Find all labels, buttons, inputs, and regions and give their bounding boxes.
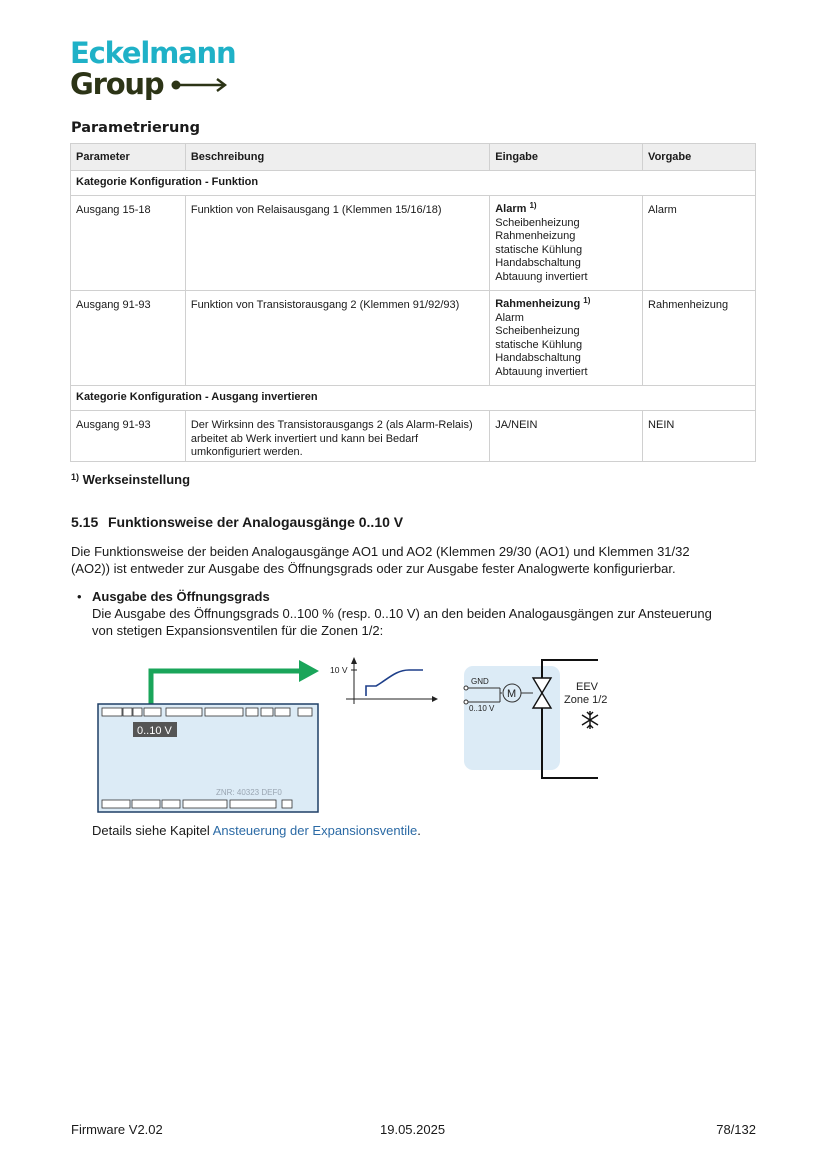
cell-default: Rahmenheizung — [643, 291, 756, 386]
input-default-value: Alarm — [495, 203, 527, 215]
details-note — [92, 822, 421, 839]
controller-id: ZNR: 40323 DEF0 — [216, 788, 282, 797]
cell-default: NEIN — [643, 411, 756, 462]
graph-voltage-label: 10 V — [330, 665, 348, 675]
snowflake-icon — [582, 711, 598, 729]
details-suffix: . — [417, 823, 421, 838]
cell-default: Alarm — [643, 196, 756, 291]
analog-output-diagram — [96, 654, 616, 816]
signal-arrow — [151, 671, 301, 706]
footer-page-number: 78/132 — [716, 1122, 756, 1137]
cell-parameter: Ausgang 91-93 — [71, 291, 186, 386]
category-row — [71, 171, 756, 196]
cell-description — [185, 411, 489, 462]
header-parameter: Parameter — [71, 144, 186, 171]
input-option: Abtauung invertiert — [495, 365, 588, 378]
input-option: Handabschaltung — [495, 352, 581, 364]
signal-arrowhead — [299, 660, 319, 682]
expansion-valve-chapter-link[interactable]: Ansteuerung der Expansionsventile — [212, 823, 418, 838]
section-heading — [71, 514, 403, 530]
gnd-label: GND — [471, 677, 489, 686]
company-logo — [70, 38, 240, 102]
footnote-text: Werkseinstellung — [82, 472, 191, 487]
footer-firmware: Firmware V2.02 — [71, 1122, 163, 1137]
heading-text: Funktionsweise der Analogausgänge 0..10 V — [108, 514, 404, 530]
section-title: Parametrierung — [71, 120, 200, 136]
table-header-row — [71, 144, 756, 171]
footnote-mark: 1) — [583, 296, 591, 305]
motor-label: M — [507, 688, 517, 700]
input-option: Handabschaltung — [495, 257, 581, 269]
eev-label: EEV — [576, 681, 599, 693]
parameter-table — [70, 143, 756, 462]
table-row — [71, 411, 756, 462]
cell-input — [490, 196, 643, 291]
heading-number: 5.15 — [71, 514, 99, 530]
paragraph-line: Die Funktionsweise der beiden Analogausgänge AO1 und AO2 (Klemmen 29/30 (AO1) und Klemmen 31/32 — [71, 544, 690, 559]
details-prefix: Details siehe Kapitel — [92, 823, 213, 838]
intro-paragraph — [71, 543, 761, 577]
category-row — [71, 386, 756, 411]
cell-description: Funktion von Transistorausgang 2 (Klemmen 91/92/93) — [185, 291, 489, 386]
input-option: Scheibenheizung — [495, 216, 580, 229]
description-line: arbeitet ab Werk invertiert und kann bei Bedarf — [190, 432, 419, 445]
input-default-value: Rahmenheizung — [495, 298, 581, 310]
cell-input — [490, 291, 643, 386]
footer-date: 19.05.2025 — [380, 1122, 446, 1137]
header-input: Eingabe — [490, 144, 643, 171]
bullet-text — [92, 605, 764, 639]
footnote-mark: 1) — [529, 201, 537, 210]
input-option: statische Kühlung — [495, 338, 583, 351]
header-description: Beschreibung — [185, 144, 489, 171]
footnote — [71, 472, 190, 487]
cell-input: JA/NEIN — [490, 411, 643, 462]
bullet-line: Die Ausgabe des Öffnungsgrads 0..100 % (resp. 0..10 V) an den beiden Analogausgängen zur Ansteuerung — [92, 606, 712, 621]
header-default: Vorgabe — [643, 144, 756, 171]
bullet-line: von stetigen Expansionsventilen für die Zonen 1/2: — [92, 623, 384, 638]
table-row — [71, 196, 756, 291]
controller-device — [98, 704, 318, 812]
paragraph-line: (AO2)) ist entweder zur Ausgabe des Öffnungsgrads oder zur Ausgabe fester Analogwerte konfigurierbar. — [71, 561, 676, 576]
logo-line1: Eckelmann — [70, 36, 236, 70]
input-option: Scheibenheizung — [495, 325, 580, 337]
description-line: umkonfiguriert werden. — [190, 446, 303, 458]
table-row — [71, 291, 756, 386]
cell-description: Funktion von Relaisausgang 1 (Klemmen 15/16/18) — [185, 196, 489, 291]
bullet-icon: • — [77, 589, 82, 604]
description-line: Der Wirksinn des Transistorausgangs 2 (als Alarm-Relais) — [190, 419, 473, 431]
zone-label: Zone 1/2 — [564, 694, 608, 706]
input-option: statische Kühlung — [495, 243, 583, 256]
category-label: Kategorie Konfiguration - Funktion — [71, 171, 756, 196]
signal-label: 0..10 V — [469, 704, 495, 713]
cell-parameter: Ausgang 91-93 — [71, 411, 186, 462]
cell-parameter: Ausgang 15-18 — [71, 196, 186, 291]
input-option: Alarm — [495, 311, 524, 324]
controller-output-label: 0..10 V — [137, 725, 172, 737]
input-option: Abtauung invertiert — [495, 270, 588, 283]
voltage-graph — [330, 657, 438, 704]
logo-arrow-icon — [170, 78, 230, 92]
category-label: Kategorie Konfiguration - Ausgang invertieren — [71, 386, 756, 411]
logo-line2: Group — [70, 67, 164, 101]
bullet-title: Ausgabe des Öffnungsgrads — [92, 589, 270, 604]
footnote-mark: 1) — [71, 472, 80, 482]
input-option: Rahmenheizung — [495, 230, 576, 242]
